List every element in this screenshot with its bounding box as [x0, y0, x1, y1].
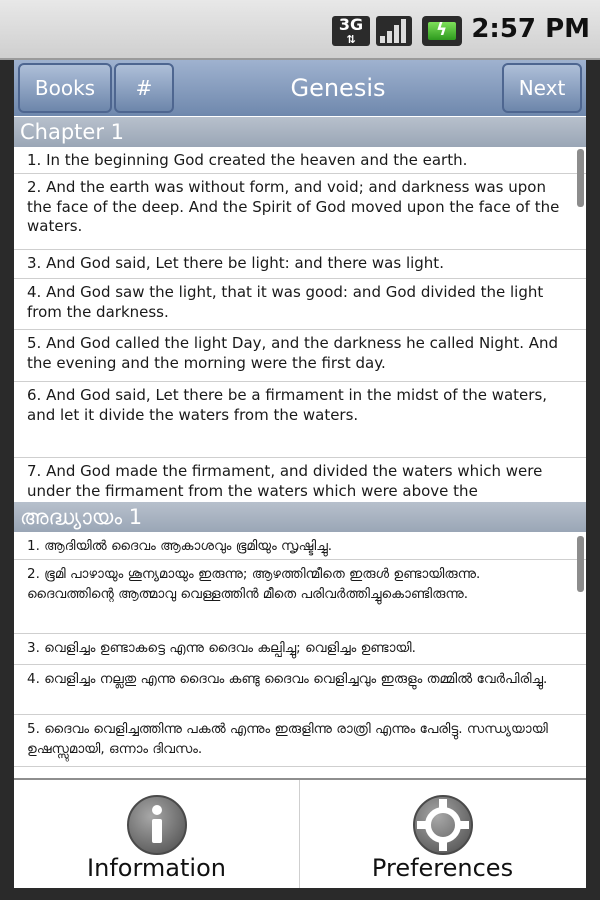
- screen-edge-bottom: [0, 888, 600, 900]
- verse-item[interactable]: 3. And God said, Let there be light: and there was light.: [14, 250, 586, 279]
- scrollbar-english[interactable]: [577, 149, 584, 207]
- verse-list-english[interactable]: [14, 147, 586, 501]
- network-3g-icon: 3G ⇅: [332, 16, 370, 46]
- verse-item[interactable]: 3. വെളിച്ചം ഉണ്ടാകട്ടെ എന്നു ദൈവം കല്പിച്ചു; വെളിച്ചം ഉണ്ടായി.: [14, 634, 586, 665]
- battery-charging-icon: ϟ: [422, 16, 462, 46]
- gear-icon: [412, 794, 474, 856]
- verse-item[interactable]: 1. ആദിയിൽ ദൈവം ആകാശവും ഭൂമിയും സൃഷ്ടിച്ചു.: [14, 532, 586, 560]
- verse-item[interactable]: 6. And God said, Let there be a firmament in the midst of the waters, and let it divide the waters from the waters.: [14, 382, 586, 458]
- scrollbar-malayalam[interactable]: [577, 536, 584, 592]
- chapter-header-malayalam: അദ്ധ്യായം 1: [14, 502, 586, 532]
- verse-item[interactable]: 4. And God saw the light, that it was good: and God divided the light from the darkness.: [14, 279, 586, 330]
- information-label: Information: [87, 854, 226, 882]
- clock: 2:57 PM: [471, 14, 590, 44]
- preferences-menu-item[interactable]: [300, 780, 585, 888]
- verse-item[interactable]: 1. In the beginning God created the heaven and the earth.: [14, 147, 586, 174]
- preferences-label: Preferences: [371, 854, 514, 882]
- screen-edge-left: [0, 58, 14, 900]
- book-title: Genesis: [290, 74, 386, 102]
- verse-item[interactable]: 5. ദൈവം വെളിച്ചത്തിന്നു പകൽ എന്നും ഇരുളിന്നു രാത്രി എന്നും പേരിട്ടു. സന്ധ്യയായി ഉഷസ്സുമായി, ഒന്നാം ദിവസം.: [14, 715, 586, 767]
- information-menu-item[interactable]: [14, 780, 300, 888]
- chapter-number-button[interactable]: #: [114, 63, 174, 113]
- verse-item[interactable]: 2. And the earth was without form, and void; and darkness was upon the face of the deep. And the Spirit of God moved upon the face of the waters.: [14, 174, 586, 250]
- verse-item[interactable]: 7. And God made the firmament, and divided the waters which were under the firmament from the waters which were above the: [14, 458, 586, 501]
- signal-strength-icon: [376, 16, 412, 46]
- screen-edge-right: [586, 58, 600, 900]
- network-label: 3G: [338, 15, 364, 34]
- verse-item[interactable]: 4. വെളിച്ചം നല്ലതു എന്നു ദൈവം കണ്ടു ദൈവം വെളിച്ചവും ഇരുളും തമ്മിൽ വേർപിരിച്ചു.: [14, 665, 586, 715]
- info-icon: [126, 794, 188, 856]
- books-button[interactable]: Books: [18, 63, 112, 113]
- verse-list-malayalam[interactable]: [14, 532, 586, 778]
- next-button[interactable]: Next: [502, 63, 582, 113]
- chapter-header-english: Chapter 1: [14, 117, 586, 147]
- options-menu: [14, 778, 586, 890]
- verse-item[interactable]: 2. ഭൂമി പാഴായും ശൂന്യമായും ഇരുന്നു; ആഴത്തിന്മീതെ ഇരുൾ ഉണ്ടായിരുന്നു. ദൈവത്തിന്റെ ആത്മാവു വെള്ളത്തിൻ മീതെ പരിവർത്തിച്ചുകൊണ്ടിരുന്നു.: [14, 560, 586, 634]
- status-bar: [0, 0, 600, 60]
- navigation-bar: [14, 60, 586, 116]
- verse-item[interactable]: 5. And God called the light Day, and the darkness he called Night. And the evening and the morning were the first day.: [14, 330, 586, 382]
